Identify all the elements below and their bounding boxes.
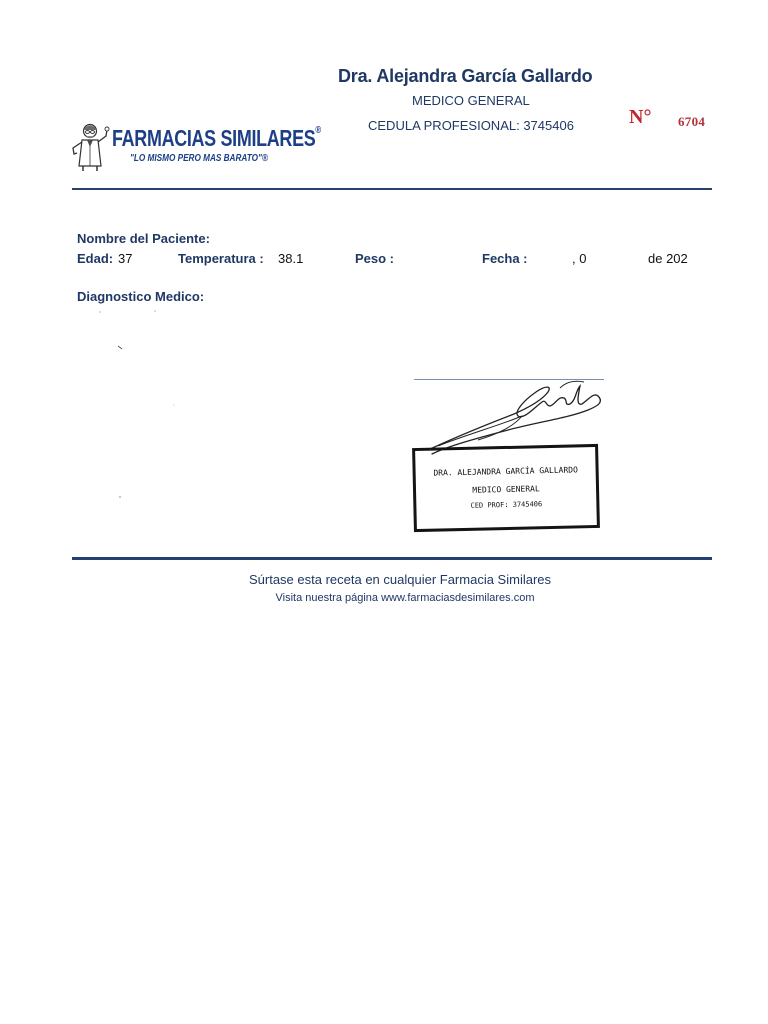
- folio-number: 6704: [678, 114, 706, 129]
- temperature-value: 38.1: [278, 251, 304, 266]
- temperature-label: Temperatura :: [178, 251, 264, 266]
- footer-message: Súrtase esta receta en cualquier Farmacia Similares: [248, 572, 552, 587]
- doctor-specialty: MEDICO GENERAL: [412, 93, 530, 108]
- stamp-name: DRA. ALEJANDRA GARCÍA GALLARDO: [433, 465, 578, 478]
- weight-label: Peso :: [355, 251, 395, 266]
- footer-website: Visita nuestra página www.farmaciasdesimilares.com: [275, 592, 535, 604]
- footer-divider: [72, 557, 712, 560]
- diagnosis-label: Diagnostico Medico:: [77, 289, 205, 304]
- date-year: de 202: [648, 251, 688, 266]
- brand-name: FARMACIAS SIMILARES®: [112, 125, 321, 151]
- age-value: 37: [118, 251, 133, 266]
- folio-symbol: N°: [629, 106, 652, 128]
- brand-slogan: "LO MISMO PERO MAS BARATO"®: [130, 153, 268, 164]
- doctor-name: Dra. Alejandra García Gallardo: [338, 66, 593, 86]
- stamp-specialty: MEDICO GENERAL: [472, 484, 540, 495]
- professional-license: CEDULA PROFESIONAL: 3745406: [368, 118, 574, 133]
- age-label: Edad:: [77, 251, 114, 266]
- doctor-stamp: [412, 444, 600, 532]
- patient-name-label: Nombre del Paciente:: [77, 231, 210, 246]
- date-label: Fecha :: [482, 251, 528, 266]
- stamp-license: CED PROF: 3745406: [470, 500, 543, 510]
- date-day: , 0: [572, 251, 587, 266]
